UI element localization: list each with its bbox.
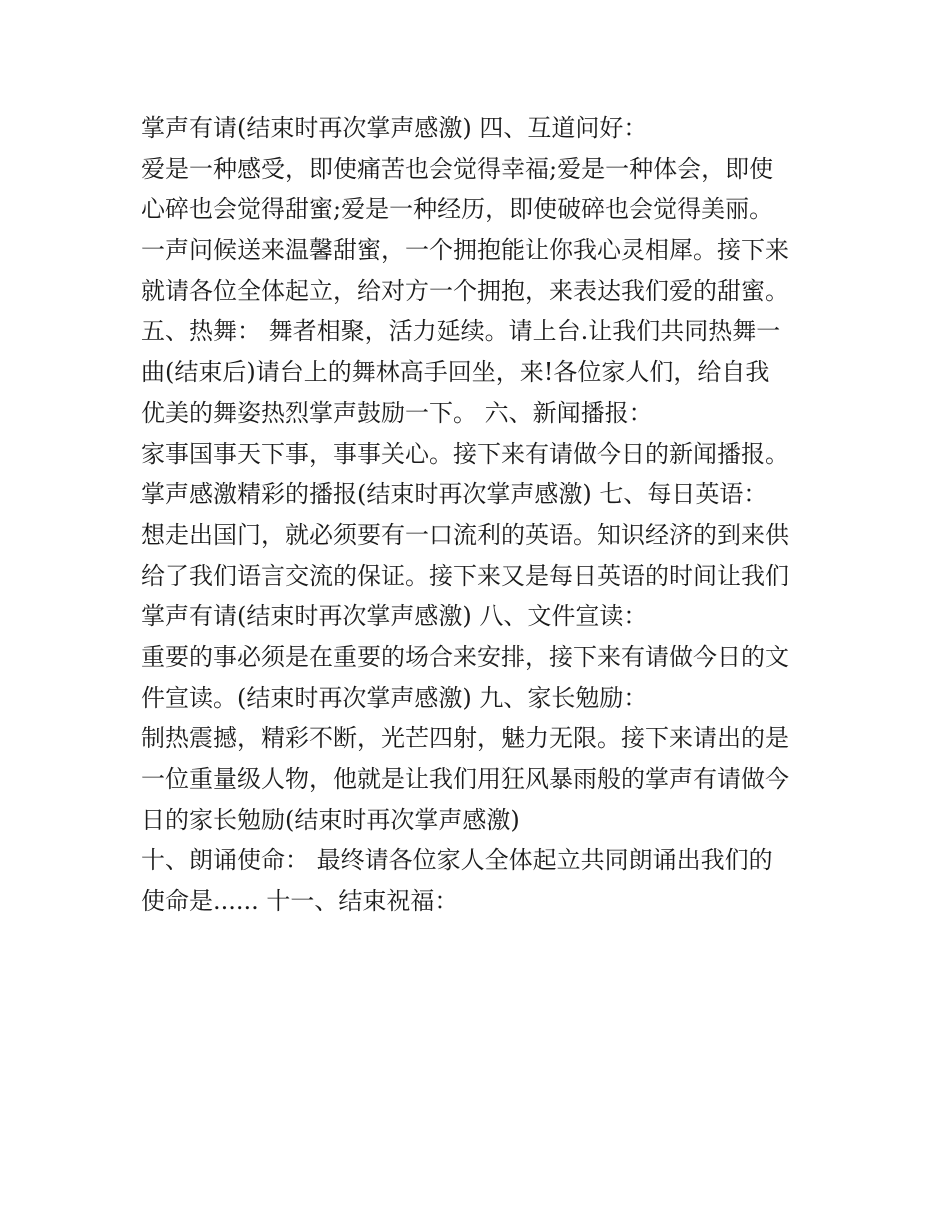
text-line: 掌声有请(结束时再次掌声感激) 八、文件宣读： (141, 602, 648, 631)
text-line: 曲(结束后)请台上的舞林高手回坐，来!各位家人们，给自我 (141, 358, 770, 387)
text-line: 重要的事必须是在重要的场合来安排，接下来有请做今日的文 (141, 642, 789, 671)
text-line: 使命是...... 十一、结束祝福： (141, 887, 459, 916)
text-line: 掌声感激精彩的播报(结束时再次掌声感激) 七、每日英语： (141, 480, 768, 509)
text-line: 就请各位全体起立，给对方一个拥抱，来表达我们爱的甜蜜。 (141, 276, 789, 305)
text-line: 一位重量级人物，他就是让我们用狂风暴雨般的掌声有请做今 (141, 765, 789, 793)
text-line: 优美的舞姿热烈掌声鼓励一下。 六、新闻播报： (141, 398, 653, 427)
text-line: 心碎也会觉得甜蜜;爱是一种经历，即使破碎也会觉得美丽。 (141, 195, 774, 224)
text-line: 掌声有请(结束时再次掌声感激) 四、互道问好： (141, 114, 648, 142)
text-line: 件宣读。(结束时再次掌声感激) 九、家长勉励： (141, 683, 648, 712)
text-line: 想走出国门，就必须要有一口流利的英语。知识经济的到来供 (141, 520, 789, 549)
text-line: 家事国事天下事，事事关心。接下来有请做今日的新闻播报。 (141, 439, 789, 468)
text-line: 爱是一种感受，即使痛苦也会觉得幸福;爱是一种体会，即使 (141, 154, 774, 183)
text-line: 给了我们语言交流的保证。接下来又是每日英语的时间让我们 (141, 561, 789, 590)
text-line: 一声问候送来温馨甜蜜，一个拥抱能让你我心灵相犀。接下来 (141, 236, 789, 265)
text-line: 十、朗诵使命： 最终请各位家人全体起立共同朗诵出我们的 (141, 846, 773, 875)
text-line: 五、热舞： 舞者相聚，活力延续。请上台.让我们共同热舞一 (141, 317, 781, 346)
text-line: 制热震撼，精彩不断，光芒四射，魅力无限。接下来请出的是 (141, 724, 789, 753)
text-line: 日的家长勉励(结束时再次掌声感激) (141, 805, 520, 834)
body-text (141, 108, 831, 922)
